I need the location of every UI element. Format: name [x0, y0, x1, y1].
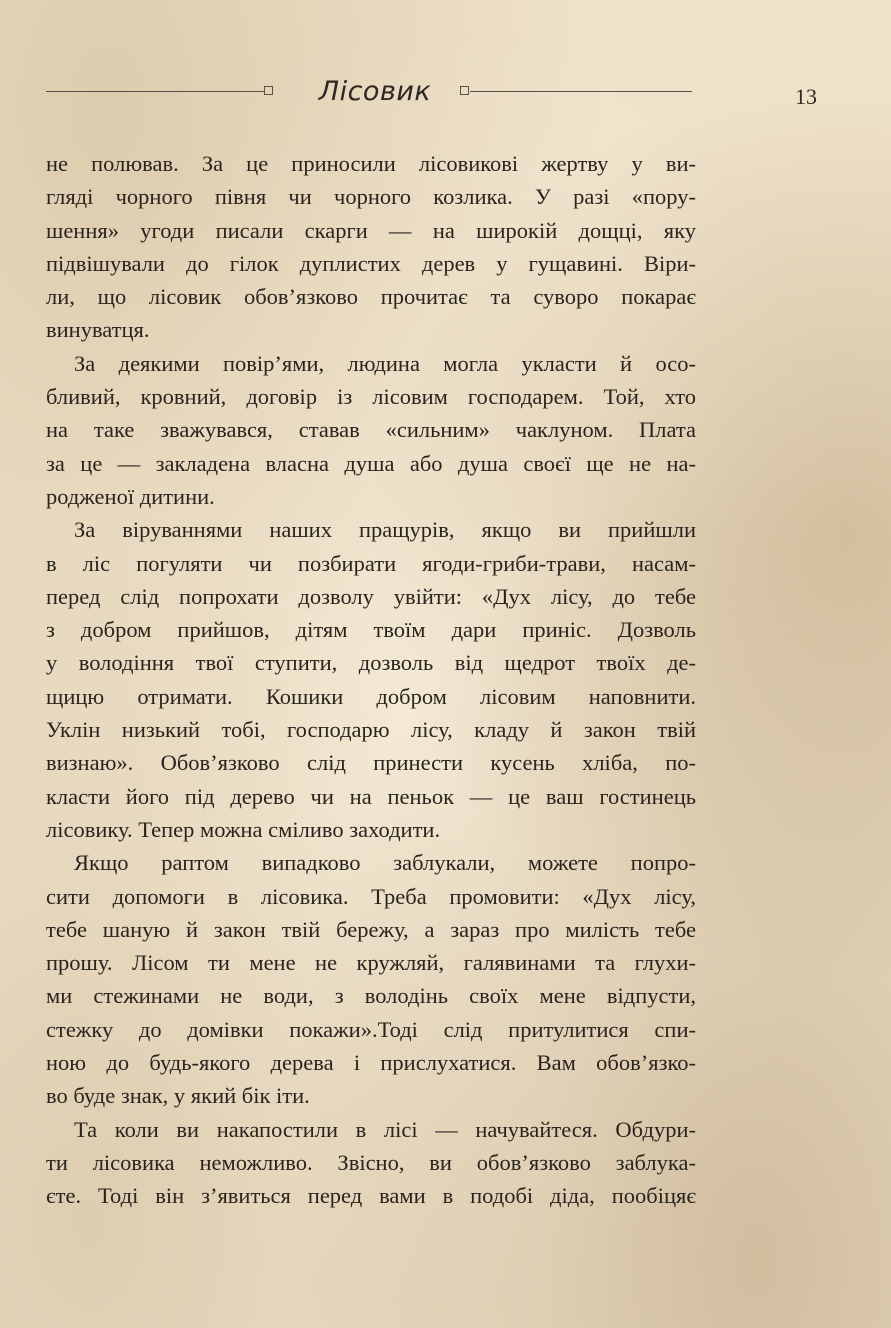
body-text [46, 147, 696, 1213]
text-line: за це — закладена власна душа або душа своєї ще не на- [46, 450, 696, 476]
text-line: у володіння твої ступити, дозволь від щедрот твоїх де- [46, 650, 696, 676]
text-line: ною до будь-якого дерева і прислухатися. Вам обов’язко- [46, 1050, 696, 1076]
text-line: Та коли ви накапостили в лісі — начувайтеся. Обдури- [74, 1116, 696, 1142]
text-line: з добром прийшов, дітям твоїм дари приніс. Дозволь [46, 617, 696, 643]
text-line: єте. Тоді він з’явиться перед вами в подобі діда, пообіцяє [46, 1183, 696, 1209]
header-rule-right-ornament [460, 86, 469, 95]
text-line: визнаю». Обов’язково слід принести кусень хліба, по- [46, 750, 696, 776]
text-line: ми стежинами не води, з володінь своїх мене відпусти, [46, 983, 696, 1009]
text-line: во буде знак, у який бік іти. [46, 1083, 310, 1109]
text-line: Якщо раптом випадково заблукали, можете попро- [74, 850, 696, 876]
text-line: в ліс погуляти чи позбирати ягоди-гриби-трави, насам- [46, 550, 696, 576]
header-rule-right [470, 91, 692, 92]
text-line: стежку до домівки покажи».Тоді слід притулитися спи- [46, 1016, 696, 1042]
text-line: Уклін низький тобі, господарю лісу, кладу й закон твій [46, 717, 696, 743]
text-line: щицю отримати. Кошики добром лісовим наповнити. [46, 683, 696, 709]
text-line: винуватця. [46, 317, 150, 343]
text-line: ли, що лісовик обов’язково прочитає та суворо покарає [46, 284, 696, 310]
header-rule-left-ornament [264, 86, 273, 95]
text-line: гляді чорного півня чи чорного козлика. У разі «пору- [46, 184, 696, 210]
text-line: За віруваннями наших пращурів, якщо ви прийшли [74, 517, 696, 543]
text-line: на таке зважувався, ставав «сильним» чаклуном. Плата [46, 417, 696, 443]
text-line: За деякими повір’ями, людина могла укласти й осо- [74, 350, 696, 376]
running-header [0, 72, 891, 112]
text-line: не полював. За це приносили лісовикові жертву у ви- [46, 151, 696, 176]
page-number: 13 [795, 84, 817, 109]
running-title: Лісовик [318, 76, 432, 107]
text-line: тебе шаную й закон твій бережу, а зараз про милість тебе [46, 916, 696, 942]
text-line: прошу. Лісом ти мене не кружляй, галявинами та глухи- [46, 950, 696, 976]
text-line: підвішували до гілок дуплистих дерев у гущавині. Віри- [46, 250, 696, 276]
text-line: класти його під дерево чи на пеньок — це ваш гостинець [46, 783, 696, 809]
text-line: лісовику. Тепер можна сміливо заходити. [46, 816, 441, 842]
text-line: перед слід попрохати дозволу увійти: «Дух лісу, до тебе [46, 583, 696, 609]
text-line: сити допомоги в лісовика. Треба промовити: «Дух лісу, [46, 883, 696, 909]
header-rule-left [46, 91, 264, 92]
text-line: родженої дитини. [46, 483, 215, 509]
text-line: ти лісовика неможливо. Звісно, ви обов’язково заблука- [46, 1149, 696, 1175]
text-line: шення» угоди писали скарги — на широкій дощці, яку [46, 217, 696, 243]
text-line: бливий, кровний, договір із лісовим господарем. Той, хто [46, 384, 696, 410]
